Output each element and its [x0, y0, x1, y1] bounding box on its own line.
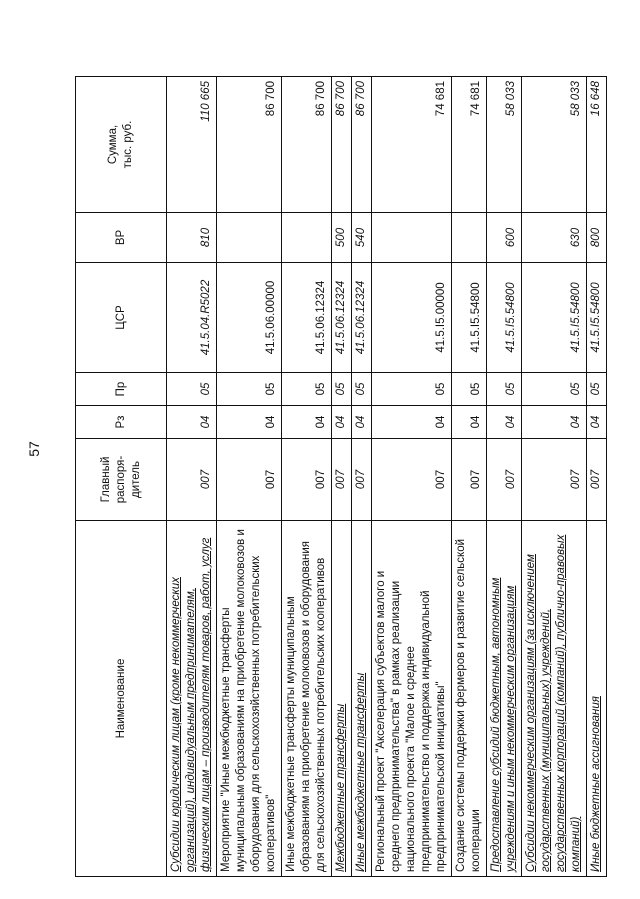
cell-pr: 05	[487, 373, 522, 406]
cell-rz: 04	[282, 406, 332, 439]
table-row	[167, 77, 217, 877]
cell-pr: 05	[332, 373, 352, 406]
cell-csr: 41.5.04.R5022	[167, 263, 217, 373]
cell-name: Региональный проект "Акселерация субъектов малого и среднего предпринимательства" в рамках реализации национального проекта "Малое и среднее предпринимательство и поддержка индивидуальной предпринимательской инициативы"	[372, 521, 452, 877]
cell-csr: 41.5.06.00000	[217, 263, 282, 373]
cell-name: Межбюджетные трансферты	[332, 521, 352, 877]
cell-vr: 800	[587, 213, 607, 263]
cell-rz: 04	[352, 406, 372, 439]
col-header-name: Наименование	[76, 521, 167, 877]
cell-glav: 007	[217, 439, 282, 521]
cell-glav: 007	[452, 439, 487, 521]
cell-name: Создание системы поддержки фермеров и развитие сельской кооперации	[452, 521, 487, 877]
cell-glav: 007	[587, 439, 607, 521]
table-row	[522, 77, 587, 877]
table-row	[332, 77, 352, 877]
cell-sum: 16 648	[587, 77, 607, 213]
table-row	[352, 77, 372, 877]
cell-name: Субсидии юридическим лицам (кроме некоммерческих организаций), индивидуальным предпринимателям, физическим лицам – производителям товаров, работ, услуг	[167, 521, 217, 877]
cell-glav: 007	[522, 439, 587, 521]
col-header-rz: Рз	[76, 406, 167, 439]
cell-glav: 007	[372, 439, 452, 521]
cell-pr: 05	[372, 373, 452, 406]
cell-csr: 41.5.06.12324	[282, 263, 332, 373]
rotated-sheet	[75, 77, 602, 877]
cell-csr: 41.5.06.12324	[332, 263, 352, 373]
cell-sum: 86 700	[332, 77, 352, 213]
cell-csr: 41.5.06.12324	[352, 263, 372, 373]
table-row	[282, 77, 332, 877]
table-row	[487, 77, 522, 877]
cell-pr: 05	[352, 373, 372, 406]
cell-name: Иные межбюджетные трансферты	[352, 521, 372, 877]
cell-pr: 05	[522, 373, 587, 406]
cell-csr: 41.5.I5.54800	[487, 263, 522, 373]
cell-csr: 41.5.I5.54800	[452, 263, 487, 373]
cell-pr: 05	[587, 373, 607, 406]
cell-csr: 41.5.I5.54800	[522, 263, 587, 373]
cell-sum: 110 665	[167, 77, 217, 213]
cell-name: Иные бюджетные ассигнования	[587, 521, 607, 877]
cell-rz: 04	[167, 406, 217, 439]
table-row	[587, 77, 607, 877]
cell-vr	[282, 213, 332, 263]
cell-name: Предоставление субсидий бюджетным, автономным учреждениям и иным некоммерческим организациям	[487, 521, 522, 877]
cell-vr: 600	[487, 213, 522, 263]
table-row	[217, 77, 282, 877]
cell-name: Субсидии некоммерческим организациям (за исключением государственных (муниципальных) учреждений, государственных корпораций (компаний), публично-правовых компаний)	[522, 521, 587, 877]
cell-sum: 86 700	[217, 77, 282, 213]
cell-pr: 05	[282, 373, 332, 406]
col-header-vr: ВР	[76, 213, 167, 263]
cell-glav: 007	[332, 439, 352, 521]
page-number: 57	[26, 441, 42, 457]
cell-glav: 007	[167, 439, 217, 521]
cell-vr: 630	[522, 213, 587, 263]
budget-table	[75, 76, 607, 877]
cell-pr: 05	[167, 373, 217, 406]
table-body	[167, 77, 607, 877]
col-header-glav: Главный распоря- дитель	[76, 439, 167, 521]
cell-rz: 04	[332, 406, 352, 439]
cell-sum: 74 681	[372, 77, 452, 213]
cell-vr	[217, 213, 282, 263]
col-header-sum: Сумма, тыс. руб.	[76, 77, 167, 213]
cell-glav: 007	[282, 439, 332, 521]
cell-csr: 41.5.I5.00000	[372, 263, 452, 373]
cell-pr: 05	[217, 373, 282, 406]
cell-rz: 04	[452, 406, 487, 439]
cell-sum: 58 033	[522, 77, 587, 213]
table-row	[372, 77, 452, 877]
cell-vr	[452, 213, 487, 263]
cell-name: Иные межбюджетные трансферты муниципальным образованиям на приобретение молоковозов и оборудования для сельскохозяйственных потребительских кооперативов	[282, 521, 332, 877]
cell-name: Мероприятие "Иные межбюджетные трансферты муниципальным образованиям на приобретение молоковозов и оборудования для сельскохозяйственных потребительских кооперативов"	[217, 521, 282, 877]
cell-sum: 58 033	[487, 77, 522, 213]
cell-glav: 007	[352, 439, 372, 521]
cell-vr	[372, 213, 452, 263]
col-header-pr: Пр	[76, 373, 167, 406]
cell-pr: 05	[452, 373, 487, 406]
table-row	[452, 77, 487, 877]
cell-sum: 86 700	[282, 77, 332, 213]
cell-vr: 500	[332, 213, 352, 263]
table-header-row	[76, 77, 167, 877]
cell-vr: 540	[352, 213, 372, 263]
cell-rz: 04	[372, 406, 452, 439]
table-viewport	[75, 77, 602, 877]
cell-vr: 810	[167, 213, 217, 263]
cell-csr: 41.5.I5.54800	[587, 263, 607, 373]
cell-rz: 04	[587, 406, 607, 439]
cell-sum: 86 700	[352, 77, 372, 213]
cell-rz: 04	[522, 406, 587, 439]
cell-rz: 04	[487, 406, 522, 439]
cell-rz: 04	[217, 406, 282, 439]
col-header-csr: ЦСР	[76, 263, 167, 373]
cell-glav: 007	[487, 439, 522, 521]
cell-sum: 74 681	[452, 77, 487, 213]
